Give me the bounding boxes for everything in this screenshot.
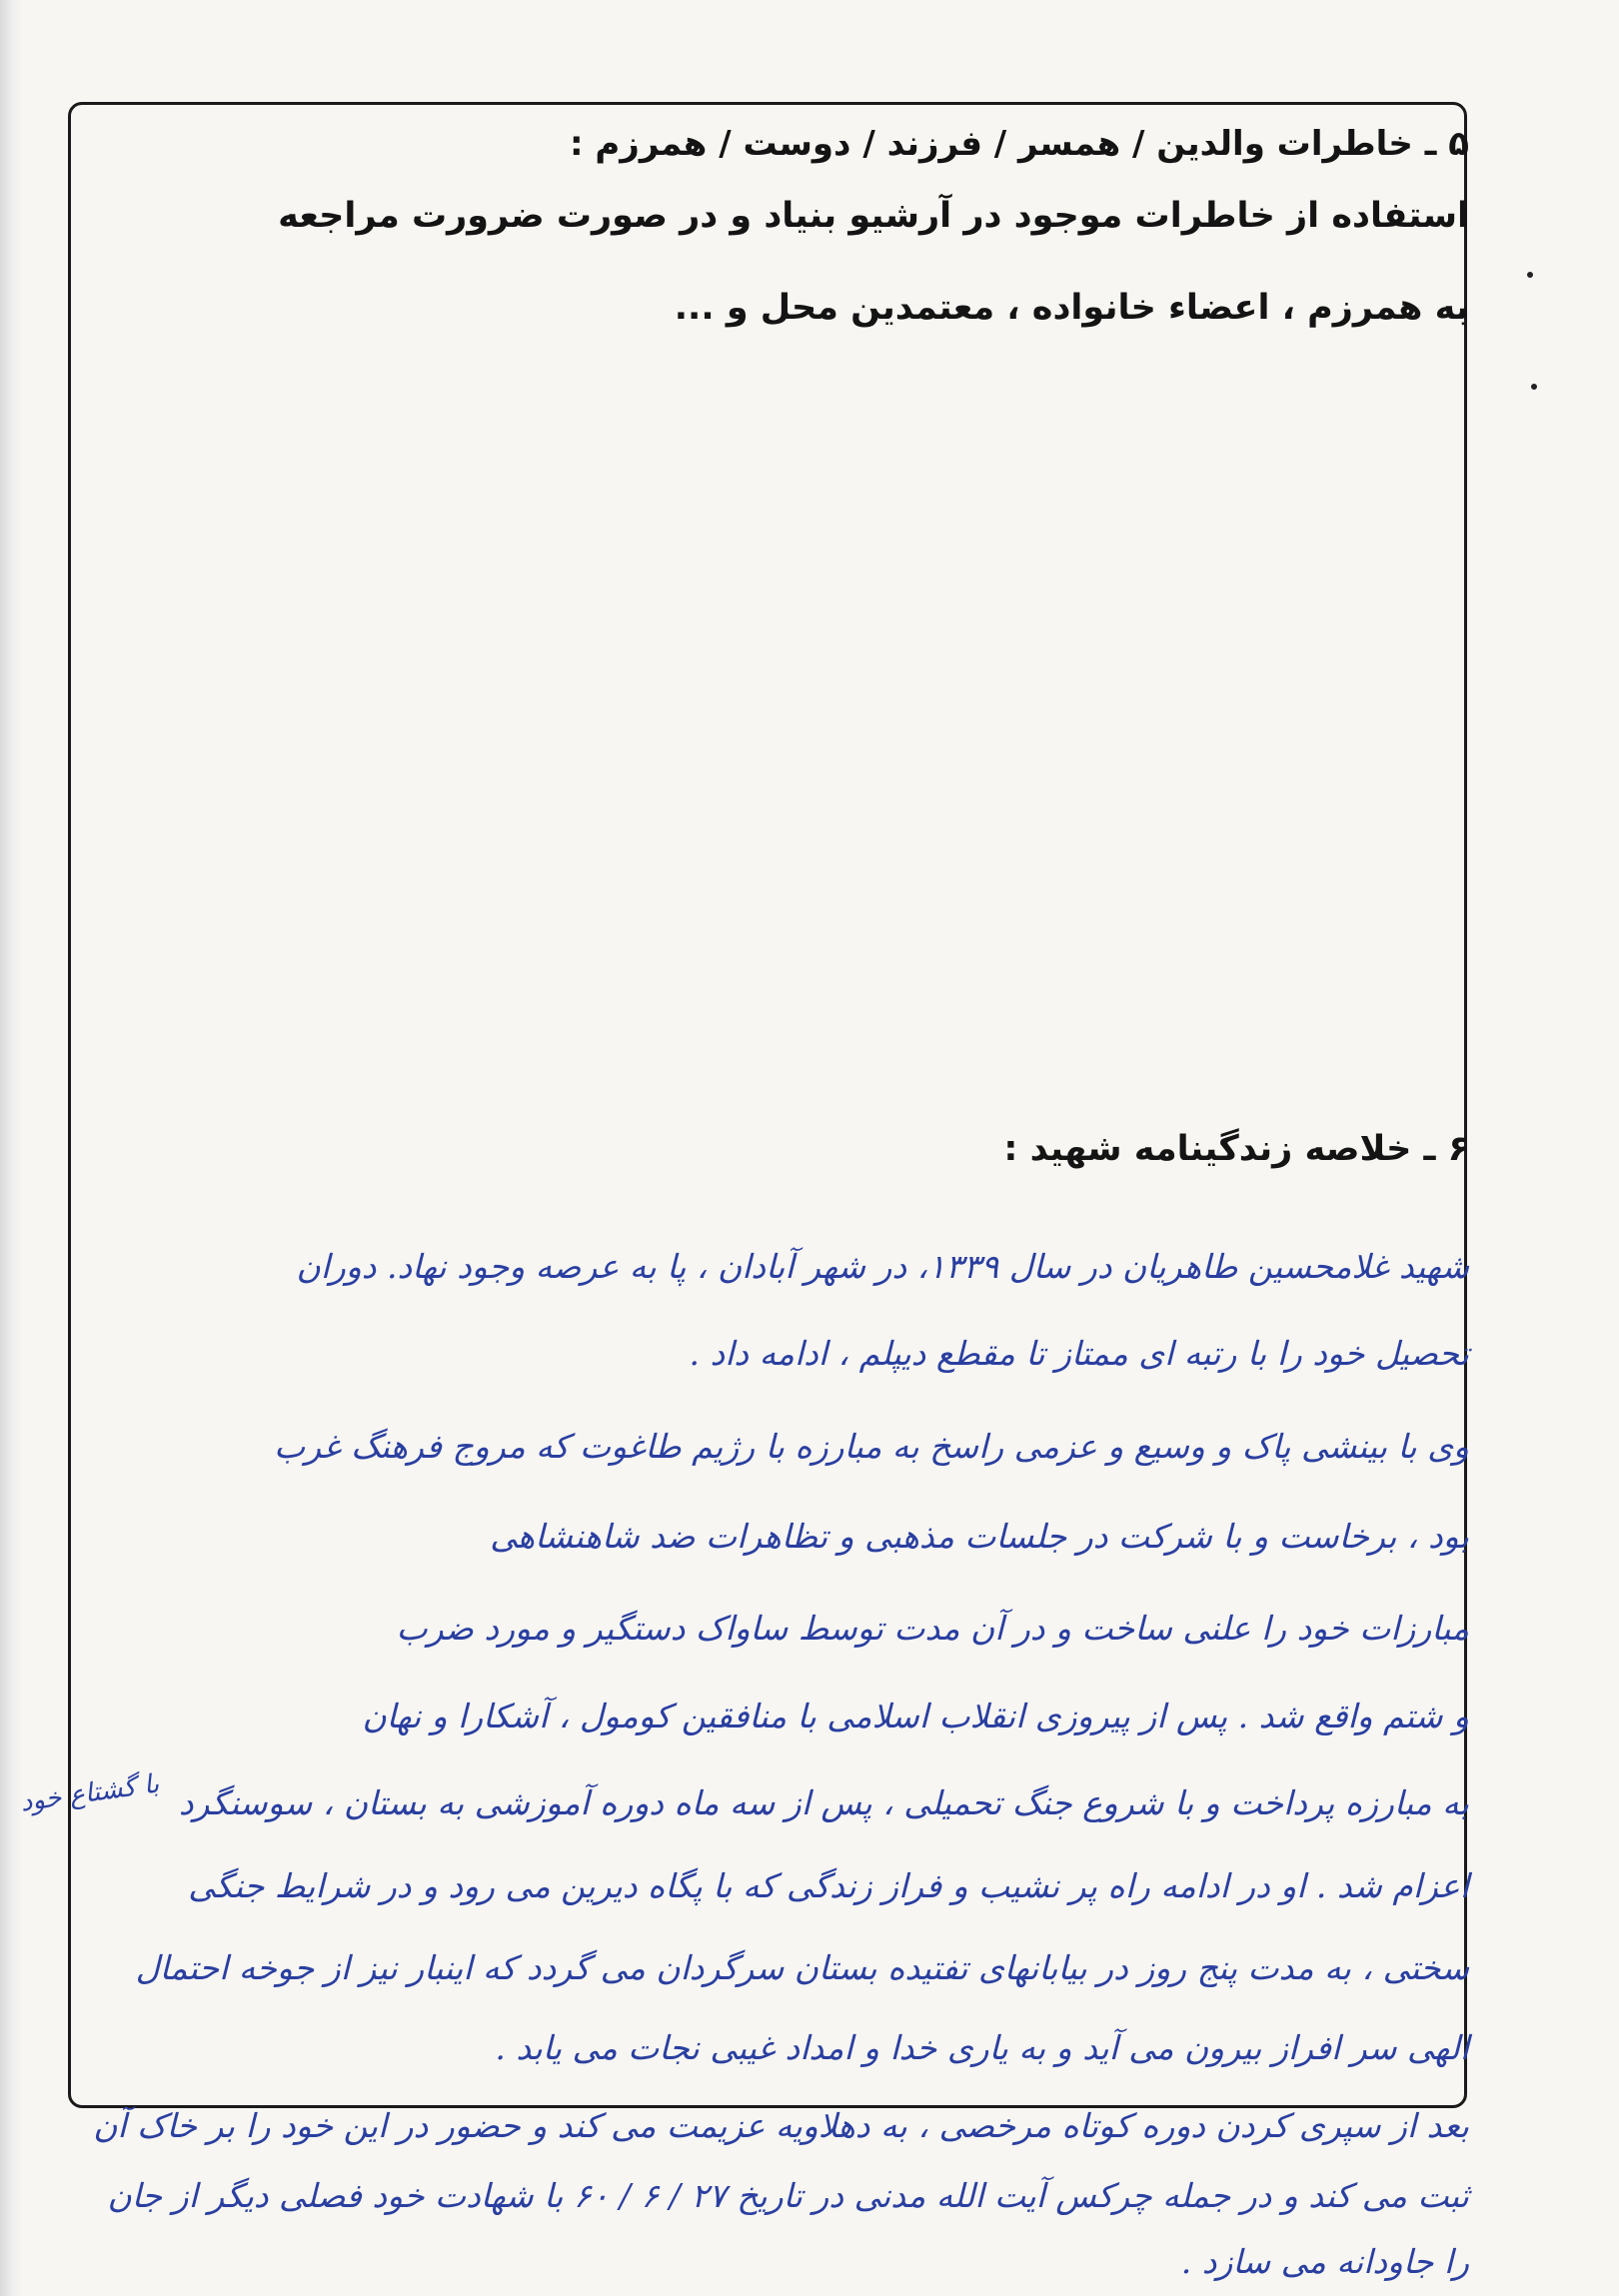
margin-note: با گشتاع خود [18,1768,162,1818]
section-5-heading: ۵ ـ خاطرات والدین / همسر / فرزند / دوست / همرزم : [569,124,1469,164]
section-5-instruction-line-1: استفاده از خاطرات موجود در آرشیو بنیاد و در صورت ضرورت مراجعه [278,196,1469,236]
scan-speck [1531,384,1537,390]
handwritten-line: اعزام شد . او در ادامه راه پر نشیب و فراز زندگی که با پگاه دیرین می رود و در شرایط جنگی [188,1866,1469,1905]
handwritten-line: بود ، برخاست و با شرکت در جلسات مذهبی و تظاهرات ضد شاهنشاهی [490,1517,1469,1556]
section-6-heading: ۶ ـ خلاصه زندگینامه شهید : [1003,1129,1469,1169]
handwritten-line: وی با بینشی پاک و وسیع و عزمی راسخ به مبارزه با رژیم طاغوت که مروج فرهنگ غرب [274,1427,1469,1466]
scan-edge [0,0,22,2296]
handwritten-line: شهید غلامحسین طاهریان در سال ۱۳۳۹، در شهر آبادان ، پا به عرصه وجود نهاد. دوران [296,1247,1469,1286]
handwritten-line: بعد از سپری کردن دوره کوتاه مرخصی ، به دهلاویه عزیمت می کند و حضور در این خود را بر خاک آن [93,2106,1469,2145]
handwritten-line: سختی ، به مدت پنج روز در بیابانهای تفتیده بستان سرگردان می گردد که اینبار نیز از جوخه احتمال [135,1948,1469,1987]
handwritten-line: مبارزات خود را علنی ساخت و در آن مدت توسط ساواک دستگیر و مورد ضرب [396,1609,1469,1648]
handwritten-line: الهی سر افراز بیرون می آید و به یاری خدا و امداد غیبی نجات می یابد . [495,2028,1469,2067]
section-5-instruction-line-2: به همرزم ، اعضاء خانواده ، معتمدین محل و ... [674,288,1469,328]
handwritten-line: ثبت می کند و در جمله چرکس آیت الله مدنی در تاریخ ۲۷ / ۶ / ۶۰ با شهادت خود فصلی دیگر از جان [107,2176,1469,2215]
handwritten-line: تحصیل خود را با رتبه ای ممتاز تا مقطع دیپلم ، ادامه داد . [689,1334,1469,1373]
handwritten-line: و شتم واقع شد . پس از پیروزی انقلاب اسلامی با منافقین کومول ، آشکارا و نهان [362,1697,1469,1735]
handwritten-line: را جاودانه می سازد . [1180,2242,1469,2281]
handwritten-line: به مبارزه پرداخت و با شروع جنگ تحمیلی ، پس از سه ماه دوره آموزشی به بستان ، سوسنگرد [178,1783,1469,1822]
scan-speck [1527,272,1533,278]
